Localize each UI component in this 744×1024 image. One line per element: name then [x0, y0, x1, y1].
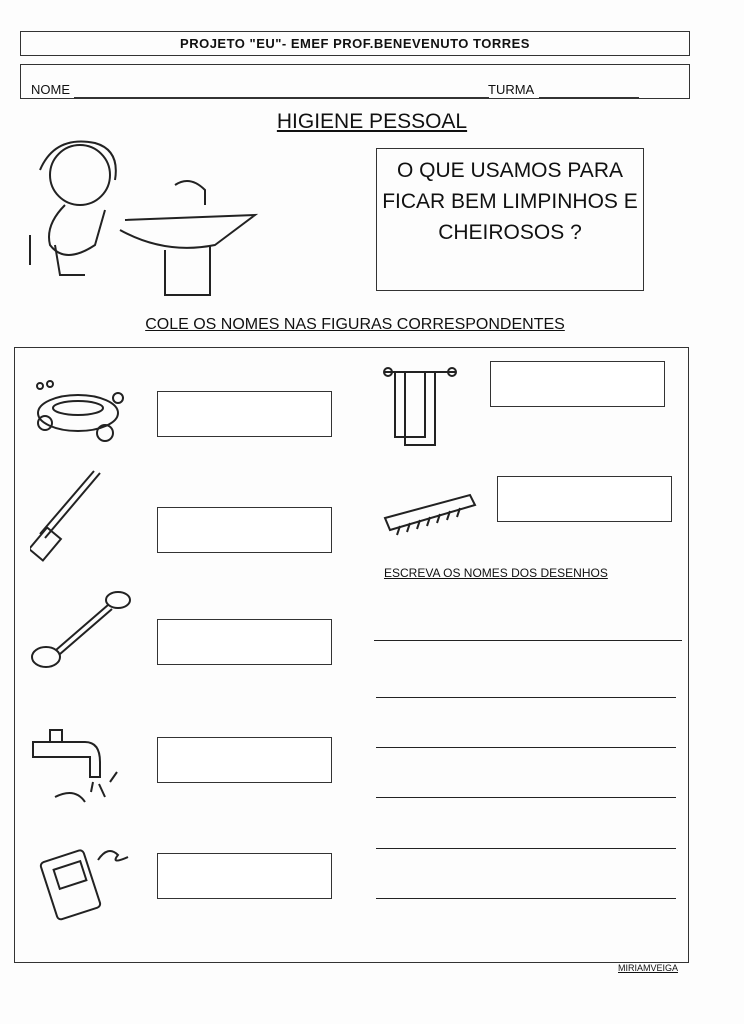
write-line[interactable]: [376, 898, 676, 899]
comb-icon: [380, 490, 480, 540]
write-line[interactable]: [376, 747, 676, 748]
name-input-line[interactable]: [74, 97, 489, 98]
answer-box-soap[interactable]: [157, 391, 332, 437]
write-line[interactable]: [376, 848, 676, 849]
instruction-text: COLE OS NOMES NAS FIGURAS CORRESPONDENTES: [145, 316, 565, 333]
toothpaste-icon: [38, 835, 138, 930]
write-line[interactable]: [376, 797, 676, 798]
soap-icon: [30, 378, 130, 448]
class-label: TURMA: [488, 82, 535, 97]
answer-box-toothpaste[interactable]: [157, 853, 332, 899]
class-input-line[interactable]: [539, 97, 639, 98]
write-line[interactable]: [376, 697, 676, 698]
answer-box-toothbrush[interactable]: [157, 507, 332, 553]
write-instruction: ESCREVA OS NOMES DOS DESENHOS: [384, 566, 608, 580]
page-title: HIGIENE PESSOAL: [276, 110, 468, 133]
name-label: NOME: [31, 82, 70, 97]
answer-box-towel[interactable]: [490, 361, 665, 407]
answer-box-comb[interactable]: [497, 476, 672, 522]
header-title: PROJETO "EU"- EMEF PROF.BENEVENUTO TORRES: [20, 31, 690, 56]
author-credit: MIRIAMVEIGA: [618, 963, 679, 973]
question-box: O QUE USAMOS PARA FICAR BEM LIMPINHOS E CHEIROSOS ?: [376, 148, 644, 291]
cotton-swab-icon: [28, 585, 138, 675]
towel-icon: [380, 357, 460, 457]
answer-box-faucet[interactable]: [157, 737, 332, 783]
faucet-icon: [25, 712, 125, 807]
answer-box-cotton-swab[interactable]: [157, 619, 332, 665]
toothbrush-icon: [30, 468, 110, 563]
child-washing-hands-illustration: [25, 135, 275, 300]
write-line[interactable]: [374, 640, 682, 641]
name-class-box: [20, 64, 690, 99]
